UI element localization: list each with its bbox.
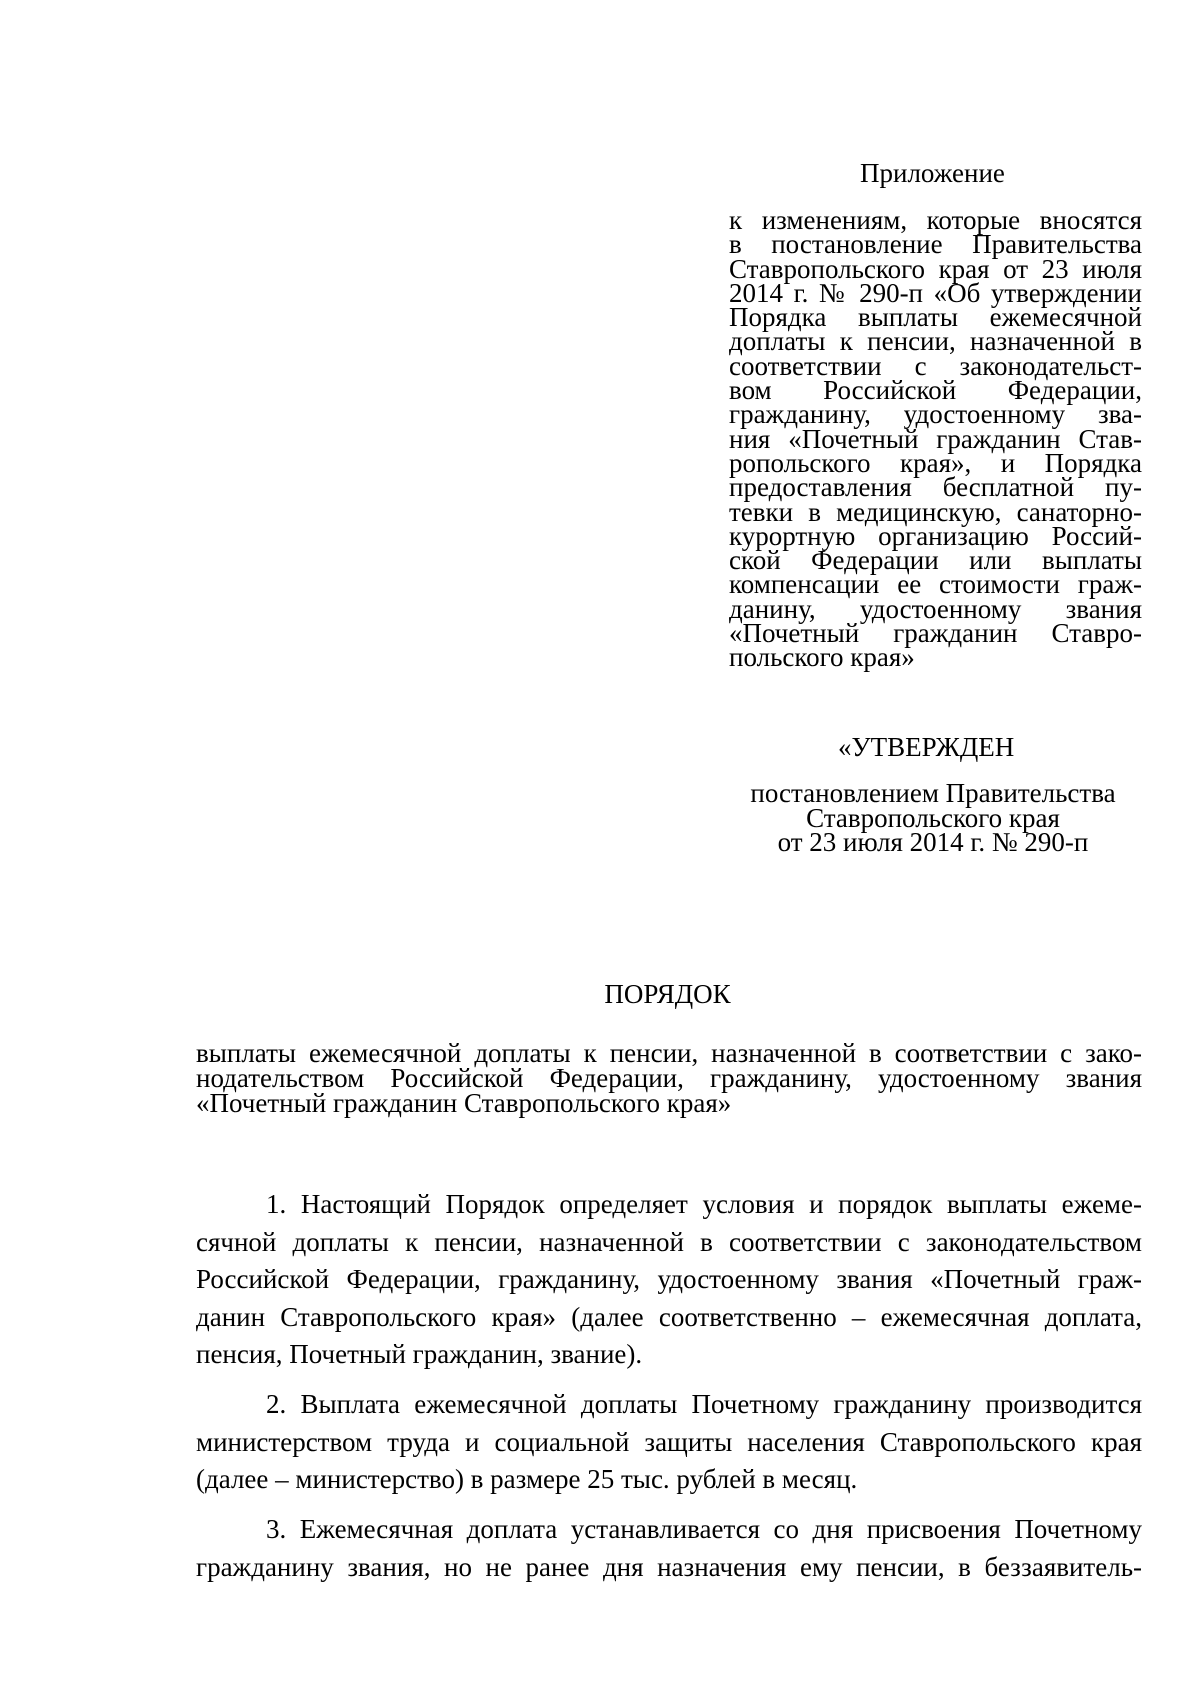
paragraph-3 [196, 1511, 1142, 1586]
paragraph-line: пенсия, Почетный гражданин, звание). [196, 1339, 643, 1369]
appendix-line: Ставропольского края от 23 июля [729, 253, 1142, 284]
subtitle-line: выплаты ежемесячной доплаты к пенсии, назначенной в соответствии с зако- [196, 1038, 1142, 1068]
appendix-line: доплаты к пенсии, назначенной в [729, 326, 1142, 357]
paragraph-line: 1. Настоящий Порядок определяет условия и порядок выплаты ежеме- [266, 1189, 1142, 1219]
paragraph-line: (далее – министерство) в размере 25 тыс. рублей в месяц. [196, 1464, 858, 1494]
appendix-line: ния «Почетный гражданин Став- [729, 423, 1142, 454]
approved-by-block [738, 778, 1128, 857]
approved-heading: «УТВЕРЖДЕН [838, 732, 1015, 762]
appendix-line: «Почетный гражданин Ставро- [729, 618, 1142, 649]
appendix-line: ской Федерации или выплаты [729, 545, 1142, 576]
subtitle-line: нодательством Российской Федерации, гражданину, удостоенному звания [196, 1063, 1142, 1093]
appendix-line: польского края» [729, 642, 915, 673]
appendix-line: компенсации ее стоимости граж- [729, 569, 1142, 600]
paragraph-1 [196, 1186, 1142, 1374]
paragraph-line: 2. Выплата ежемесячной доплаты Почетному гражданину производится [266, 1389, 1142, 1419]
appendix-line: ропольского края», и Порядка [729, 447, 1142, 478]
appendix-reference [729, 205, 1142, 673]
document-subtitle [196, 1038, 1142, 1118]
appendix-line: тевки в медицинскую, санаторно- [729, 496, 1142, 527]
appendix-line: к изменениям, которые вносятся [729, 205, 1142, 235]
approved-line: постановлением Правительства [750, 778, 1116, 808]
appendix-line: в постановление Правительства [729, 229, 1142, 260]
appendix-line: предоставления бесплатной пу- [729, 472, 1142, 503]
document-title: ПОРЯДОК [604, 979, 731, 1009]
paragraph-line: Российской Федерации, гражданину, удостоенному звания «Почетный граж- [196, 1264, 1142, 1294]
subtitle-line: «Почетный гражданин Ставропольского края» [196, 1088, 732, 1118]
paragraph-line: 3. Ежемесячная доплата устанавливается со дня присвоения Почетному [266, 1514, 1142, 1544]
appendix-line: данину, удостоенному звания [729, 593, 1142, 624]
appendix-line: Порядка выплаты ежемесячной [729, 302, 1142, 333]
appendix-line: курортную организацию Россий- [729, 520, 1142, 551]
appendix-line: гражданину, удостоенному зва- [729, 399, 1142, 430]
paragraph-line: данин Ставропольского края» (далее соответственно – ежемесячная доплата, [196, 1301, 1142, 1332]
paragraph-line: гражданину звания, но не ранее дня назначения ему пенсии, в беззаявитель- [196, 1551, 1142, 1582]
appendix-line: вом Российской Федерации, [729, 375, 1142, 406]
paragraph-line: министерством труда и социальной защиты населения Ставропольского края [196, 1426, 1142, 1457]
document-title-row [0, 979, 1200, 1009]
paragraph-2 [196, 1386, 1142, 1499]
approved-line: от 23 июля 2014 г. № 290-п [777, 827, 1089, 857]
paragraph-line: сячной доплаты к пенсии, назначенной в соответствии с законодательством [196, 1226, 1142, 1257]
appendix-line: 2014 г. № 290-п «Об утверждении [729, 277, 1142, 308]
appendix-line: соответствии с законодательст- [729, 350, 1142, 381]
appendix-title: Приложение [860, 158, 1005, 188]
approved-line: Ставропольского края [806, 802, 1060, 833]
